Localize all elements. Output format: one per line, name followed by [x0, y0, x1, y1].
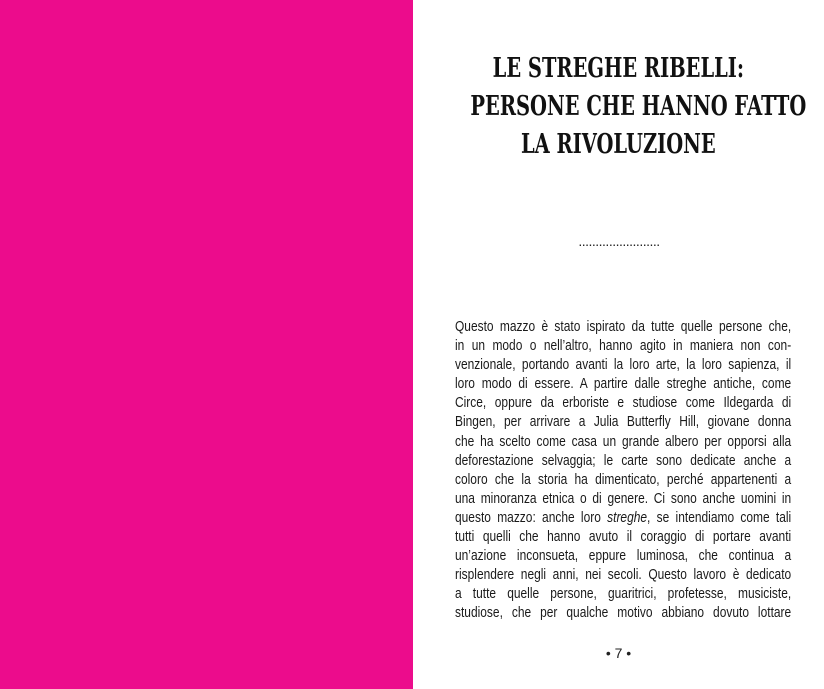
body-line: studiose, che per qualche motivo abbiano dovuto lottare [455, 605, 792, 622]
body-line: Circe, oppure da erboriste e studiose come Ildegarda di [455, 395, 792, 412]
body-line: tutti quelli che hanno avuto il coraggio di portare avanti [455, 529, 792, 546]
chapter-title [470, 50, 807, 164]
body-line: loro modo di essere. A partire dalle streghe antiche, come [455, 376, 792, 393]
text-right-page [413, 0, 824, 689]
body-line: che ha scelto come casa un grande albero per opporsi alla [455, 433, 792, 450]
title-line: LE STREGHE RIBELLI: [492, 53, 745, 84]
body-text-segment: , se intendiamo come tali [647, 509, 792, 526]
body-line: risplendere negli anni, nei secoli. Questo lavoro è dedicato [455, 567, 792, 584]
body-line: coloro che la storia ha dimenticato, perché appartenenti a [455, 471, 792, 488]
italic-word: streghe [607, 509, 648, 526]
body-line: a tutte quelle persone, guaritrici, profetesse, musiciste, [455, 586, 792, 603]
body-line: in un modo o nell’altro, hanno agito in maniera non con- [455, 338, 792, 355]
body-line-with-italic [455, 509, 791, 528]
body-line: una minoranza etnica o di genere. Ci sono anche uomini in [455, 490, 792, 507]
body-text-segment: questo mazzo: anche loro [455, 509, 608, 526]
title-line: LA RIVOLUZIONE [520, 129, 716, 160]
body-paragraph [455, 318, 791, 624]
dotted-divider: ........................ [578, 233, 660, 249]
body-line: Questo mazzo è stato ispirato da tutte quelle persone che, [455, 319, 792, 335]
title-line: PERSONE CHE HANNO FATTO [470, 91, 807, 122]
page-number: • 7 • [605, 645, 632, 661]
body-line: un’azione inconsueta, eppure luminosa, che continua a [455, 548, 792, 565]
body-line: venzionale, portando avanti la loro arte, la loro sapienza, il [455, 357, 792, 374]
body-line: deforestazione selvaggia; le carte sono dedicate anche a [455, 452, 792, 469]
body-line: Bingen, per arrivare a Julia Butterfly Hill, giovane donna [455, 414, 792, 431]
